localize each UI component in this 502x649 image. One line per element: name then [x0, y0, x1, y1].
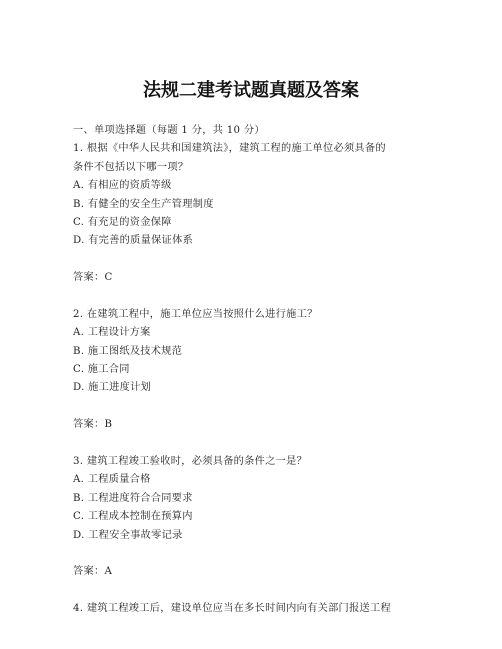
question-1	[73, 140, 433, 306]
question-stem-line: 条件不包括以下哪一项？	[73, 161, 189, 173]
option-d: D. 工程安全事故零记录	[73, 529, 183, 541]
question-3	[73, 453, 433, 600]
option-c: C. 有充足的资金保障	[73, 216, 172, 228]
question-stem-line: 1. 根据《中华人民共和国建筑法》，建筑工程的施工单位必须具备的	[73, 143, 386, 155]
answer-line: 答案：C	[73, 272, 113, 284]
option-a: A. 工程质量合格	[73, 474, 151, 486]
option-b: B. 有健全的安全生产管理制度	[73, 198, 214, 210]
document-body	[73, 122, 433, 619]
option-b: B. 工程进度符合合同要求	[73, 492, 193, 504]
question-4	[73, 600, 433, 618]
question-2	[73, 306, 433, 453]
option-c: C. 工程成本控制在预算内	[73, 511, 193, 523]
option-d: D. 施工进度计划	[73, 382, 152, 394]
spacer	[73, 435, 433, 453]
document-title: 法规二建考试题真题及答案	[143, 80, 359, 101]
question-stem-line: 3. 建筑工程竣工验收时，必须具备的条件之一是？	[73, 456, 308, 468]
spacer	[73, 288, 433, 306]
spacer	[73, 251, 433, 269]
answer-line: 答案：B	[73, 419, 113, 431]
section-heading: 一、单项选择题（每题 1 分，共 10 分）	[73, 125, 265, 136]
question-stem-line: 2. 在建筑工程中，施工单位应当按照什么进行施工？	[73, 308, 318, 320]
spacer	[73, 545, 433, 563]
option-a: A. 工程设计方案	[73, 327, 151, 339]
spacer	[73, 582, 433, 600]
option-b: B. 施工图纸及技术规范	[73, 345, 183, 357]
option-a: A. 有相应的资质等级	[73, 180, 172, 192]
spacer	[73, 398, 433, 416]
option-c: C. 施工合同	[73, 364, 130, 376]
answer-line: 答案：A	[73, 566, 113, 578]
question-stem-line: 4. 建筑工程竣工后，建设单位应当在多长时间内向有关部门报送工程	[73, 603, 391, 615]
option-d: D. 有完善的质量保证体系	[73, 235, 194, 247]
